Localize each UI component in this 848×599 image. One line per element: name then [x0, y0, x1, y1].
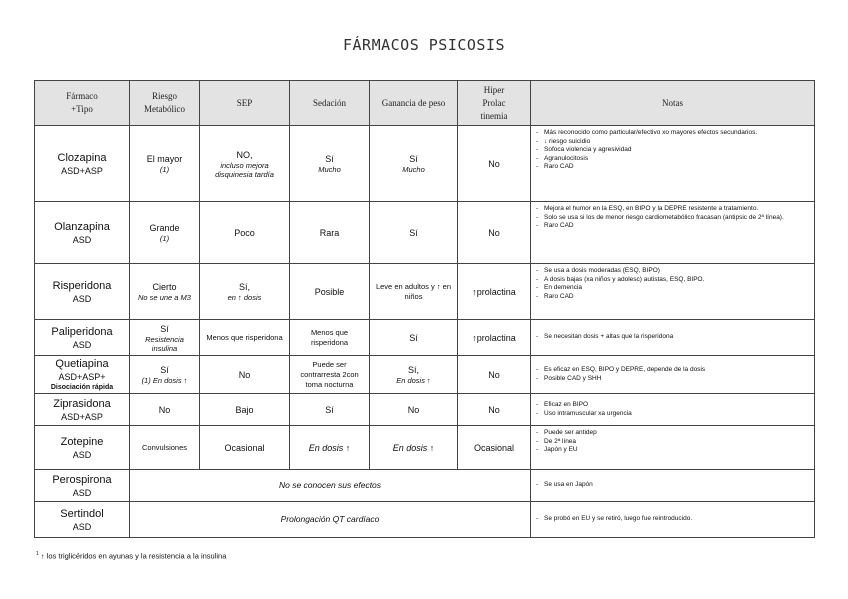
notes-list	[535, 333, 810, 342]
sep-cell	[200, 202, 290, 264]
drug-cell	[35, 126, 130, 202]
drug-cell	[35, 470, 130, 502]
sep-cell	[200, 264, 290, 320]
ganancia-cell	[370, 394, 458, 426]
table-row	[35, 202, 815, 264]
note-item: - Agranulocitosis	[535, 155, 810, 164]
ganancia-cell	[370, 264, 458, 320]
notes-cell	[531, 426, 815, 470]
note-item: - Se probó en EU y se retiró, luego fue reintroducido.	[535, 515, 810, 524]
ganancia-cell	[370, 202, 458, 264]
note-item: - Raro CAD	[535, 163, 810, 172]
notes-cell	[531, 264, 815, 320]
note-item: - Solo se usa si los de menor riesgo cardiometabólico fracasan (antipsic de 2ª línea).	[535, 214, 810, 223]
hiperprolactinemia-cell-value: No	[488, 404, 500, 415]
ganancia-cell	[370, 356, 458, 394]
sedacion-cell-value: Puede ser contrarresta 2con toma nocturna	[300, 359, 359, 389]
drug-name: Paliperidona	[51, 325, 113, 338]
table-row	[35, 426, 815, 470]
riesgo-cell-detail: No se une a M3	[138, 293, 191, 302]
hiperprolactinemia-cell-value: Ocasional	[473, 442, 515, 453]
drug-type: ASD+ASP	[61, 165, 103, 176]
header-ganancia: Ganancia de peso	[370, 81, 458, 126]
notes-list	[535, 205, 810, 231]
riesgo-cell-detail: (1) En dosis ↑	[141, 376, 188, 385]
note-item: - Raro CAD	[535, 293, 810, 302]
sep-cell-value: Sí,	[238, 282, 250, 292]
notes-cell	[531, 356, 815, 394]
riesgo-cell-value: Sí	[160, 365, 169, 375]
drug-type: ASD+ASP+	[58, 372, 106, 382]
riesgo-cell-value: Grande	[149, 223, 180, 233]
note-item: - ↓ riesgo suicidio	[535, 138, 810, 147]
riesgo-cell-detail: (1)	[159, 234, 170, 243]
note-item: - Se necesitan dosis + altas que la risperidona	[535, 333, 810, 342]
drug-name: Sertindol	[60, 507, 104, 520]
ganancia-cell-value: Sí	[409, 227, 418, 238]
drug-cell	[35, 202, 130, 264]
ganancia-cell-value: Sí	[409, 332, 418, 343]
ganancia-cell-value: En dosis ↑	[392, 442, 435, 453]
note-item: - Es eficaz en ESQ, BIPO y DEPRE, depende de la dosis	[535, 366, 810, 375]
sedacion-cell-value: Rara	[319, 227, 340, 238]
note-item: - Se usa en Japón	[535, 481, 810, 490]
header-sep: SEP	[200, 81, 290, 126]
notes-list	[535, 481, 810, 490]
sep-cell	[200, 356, 290, 394]
drug-type: ASD	[72, 234, 92, 245]
drug-type: ASD	[72, 449, 92, 460]
notes-list	[535, 401, 810, 418]
note-item: - Sofoca violencia y agresividad	[535, 146, 810, 155]
table-row	[35, 356, 815, 394]
riesgo-cell	[130, 202, 200, 264]
notes-cell	[531, 470, 815, 502]
note-item: - En demencia	[535, 284, 810, 293]
sedacion-cell-value: En dosis ↑	[308, 442, 351, 453]
sedacion-cell	[290, 426, 370, 470]
drug-name: Olanzapina	[54, 220, 110, 233]
drug-type: ASD+ASP	[61, 411, 103, 422]
notes-list	[535, 515, 810, 524]
drug-type: ASD	[72, 521, 92, 532]
ganancia-cell-detail: En dosis ↑	[396, 376, 431, 385]
notes-cell	[531, 320, 815, 356]
hiperprolactinemia-cell-value: No	[488, 369, 500, 380]
hiperprolactinemia-cell	[458, 126, 531, 202]
note-item: - Mejora el humor en la ESQ, en BIPO y la DEPRE resistente a tratamiento.	[535, 205, 810, 214]
header-farmaco: Fármaco +Tipo	[35, 81, 130, 126]
hiperprolactinemia-cell	[458, 264, 531, 320]
ganancia-cell	[370, 320, 458, 356]
note-item: - Japón y EU	[535, 446, 810, 455]
table-row	[35, 320, 815, 356]
hiperprolactinemia-cell-value: No	[488, 158, 500, 169]
riesgo-cell	[130, 356, 200, 394]
table-row	[35, 264, 815, 320]
notes-list	[535, 429, 810, 455]
drug-cell	[35, 356, 130, 394]
note-item: - Posible CAD y SHH	[535, 375, 810, 384]
sep-cell-value: Bajo	[235, 404, 254, 415]
ganancia-cell-value: Sí	[409, 154, 418, 164]
merged-effects-cell: No se conocen sus efectos	[130, 470, 531, 502]
hiperprolactinemia-cell-value: ↑prolactina	[472, 286, 516, 297]
riesgo-cell	[130, 126, 200, 202]
riesgo-cell	[130, 394, 200, 426]
sedacion-cell-value: Posible	[314, 286, 345, 297]
sep-cell-detail: disquinesia tardía	[215, 169, 274, 179]
riesgo-cell-value: Sí	[160, 323, 169, 334]
notes-cell	[531, 502, 815, 538]
note-item: - Más reconocido como particular/efectivo xo mayores efectos secundarios.	[535, 129, 810, 138]
sedacion-cell	[290, 202, 370, 264]
drug-type: ASD	[72, 339, 92, 350]
sedacion-cell-value: Menos que risperidona	[310, 327, 349, 347]
notes-cell	[531, 126, 815, 202]
note-item: - Puede ser antidep	[535, 429, 810, 438]
note-item: - Eficaz en BIPO	[535, 401, 810, 410]
riesgo-cell-value: El mayor	[146, 154, 183, 164]
riesgo-cell-value: Cierto	[152, 282, 177, 292]
sedacion-cell-value: Sí	[325, 154, 334, 164]
drug-name: Quetiapina	[55, 358, 109, 370]
ganancia-cell-value: Leve en adultos y ↑ en niños	[375, 281, 452, 301]
sep-cell-detail: incluso mejora	[220, 160, 269, 170]
riesgo-cell-value: Convulsiones	[141, 442, 188, 452]
notes-list	[535, 129, 810, 172]
table-row	[35, 470, 815, 502]
sedacion-cell	[290, 126, 370, 202]
sedacion-cell-detail: Mucho	[318, 165, 341, 174]
drug-cell	[35, 502, 130, 538]
note-item: - Uso intramuscular xa urgencia	[535, 410, 810, 419]
ganancia-cell	[370, 126, 458, 202]
drug-name: Risperidona	[52, 279, 112, 292]
notes-list	[535, 267, 810, 301]
sedacion-cell	[290, 394, 370, 426]
drug-table	[34, 80, 815, 538]
riesgo-cell	[130, 264, 200, 320]
riesgo-cell	[130, 426, 200, 470]
sep-cell-value: Ocasional	[224, 442, 265, 453]
notes-cell	[531, 394, 815, 426]
hiperprolactinemia-cell-value: ↑prolactina	[472, 332, 516, 343]
header-row	[35, 81, 815, 126]
merged-effects-cell: Prolongación QT cardíaco	[130, 502, 531, 538]
table-row	[35, 394, 815, 426]
note-item: - Se usa a dosis moderadas (ESQ, BIPO)	[535, 267, 810, 276]
ganancia-cell-detail: Mucho	[402, 165, 425, 174]
note-item: - De 2ª línea	[535, 438, 810, 447]
header-riesgo: Riesgo Metabólico	[130, 81, 200, 126]
sedacion-cell	[290, 320, 370, 356]
sedacion-cell-value: Sí	[325, 404, 334, 415]
hiperprolactinemia-cell-value: No	[488, 227, 500, 238]
table-row	[35, 502, 815, 538]
header-hiper: Hiper Prolac tinemia	[458, 81, 531, 126]
ganancia-cell-value: No	[407, 404, 420, 415]
ganancia-cell	[370, 426, 458, 470]
table-row	[35, 126, 815, 202]
sep-cell	[200, 426, 290, 470]
sep-cell	[200, 394, 290, 426]
riesgo-cell-value: No	[158, 404, 171, 415]
notes-cell	[531, 202, 815, 264]
drug-note: Disociación rápida	[50, 384, 114, 391]
hiperprolactinemia-cell	[458, 394, 531, 426]
hiperprolactinemia-cell	[458, 202, 531, 264]
page-title: FÁRMACOS PSICOSIS	[342, 36, 506, 54]
drug-cell	[35, 264, 130, 320]
sep-cell-value: No	[238, 369, 251, 380]
note-item: - Raro CAD	[535, 222, 810, 231]
drug-name: Zotepine	[60, 435, 104, 448]
sep-cell-value: Poco	[234, 227, 255, 238]
drug-cell	[35, 394, 130, 426]
drug-name: Ziprasidona	[53, 397, 111, 410]
sep-cell-detail: en ↑ dosis	[227, 293, 262, 302]
notes-list	[535, 366, 810, 383]
riesgo-cell-detail: (1)	[159, 165, 170, 174]
sedacion-cell	[290, 264, 370, 320]
sep-cell-value: Menos que risperidona	[206, 332, 283, 342]
drug-cell	[35, 320, 130, 356]
riesgo-cell	[130, 320, 200, 356]
drug-name: Perospirona	[52, 473, 112, 486]
sep-cell-value: NO,	[236, 149, 253, 160]
header-sedacion: Sedación	[290, 81, 370, 126]
drug-type: ASD	[72, 293, 92, 304]
sep-cell	[200, 320, 290, 356]
sedacion-cell	[290, 356, 370, 394]
drug-type: ASD	[72, 487, 92, 498]
note-item: - A dosis bajas (xa niños y adolesc) autistas, ESQ, BIPO.	[535, 276, 810, 285]
drug-cell	[35, 426, 130, 470]
header-notas: Notas	[531, 81, 815, 126]
hiperprolactinemia-cell	[458, 426, 531, 470]
sep-cell	[200, 126, 290, 202]
hiperprolactinemia-cell	[458, 356, 531, 394]
hiperprolactinemia-cell	[458, 320, 531, 356]
riesgo-cell-detail: Resistencia insulina	[145, 334, 184, 353]
ganancia-cell-value: Sí,	[407, 365, 419, 375]
drug-name: Clozapina	[57, 151, 107, 164]
footnote: $^1$ ↑ los triglicéridos en ayunas y la resistencia a la insulina	[36, 551, 227, 561]
